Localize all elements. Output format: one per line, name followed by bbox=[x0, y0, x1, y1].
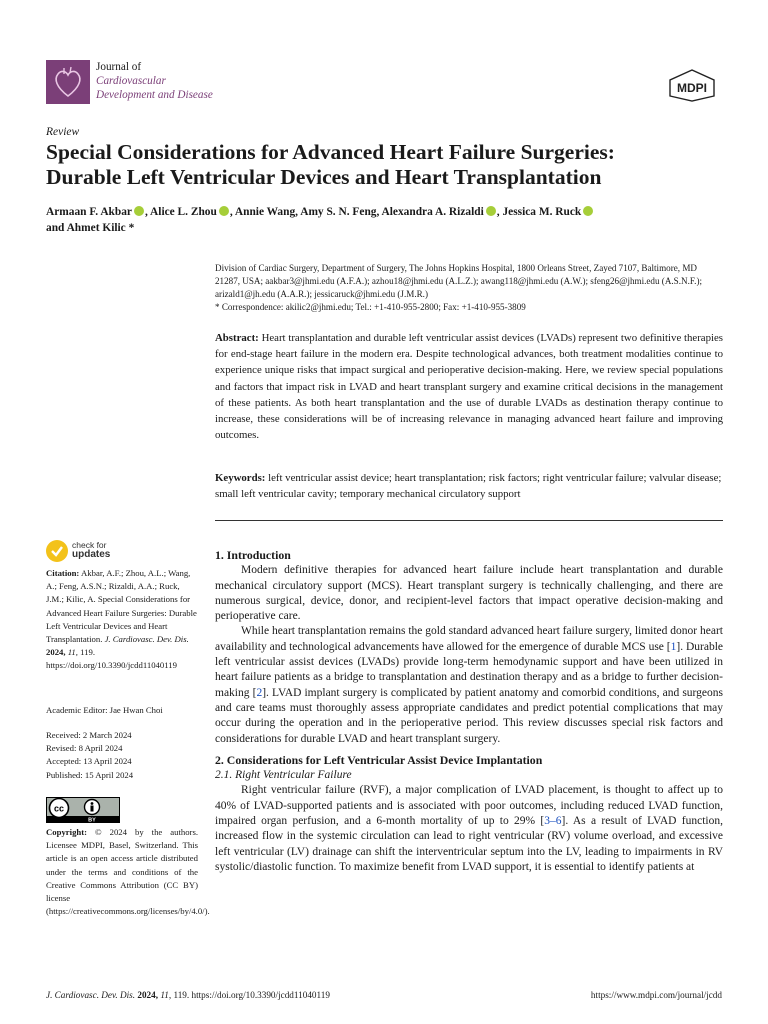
date-revised: Revised: 8 April 2024 bbox=[46, 743, 123, 754]
orcid-icon[interactable] bbox=[486, 206, 496, 216]
title-line2: Durable Left Ventricular Devices and Heart Transplantation bbox=[46, 165, 602, 189]
article-title bbox=[46, 140, 726, 190]
section-heading-lvad: 2. Considerations for Left Ventricular Assist Device Implantation bbox=[215, 752, 543, 767]
journal-name-line2: Development and Disease bbox=[96, 89, 213, 101]
check-updates-line2: updates bbox=[72, 549, 111, 560]
text-run: Right ventricular failure (RVF), a major complication of LVAD placement, is thought to affect up to 40% of LVAD-supported patients and is associated with poor outcomes, including reduced LVAD function, impaired organ perfusion, and a 6-month mortality of up to 29% [ bbox=[215, 784, 723, 828]
article-type: Review bbox=[46, 126, 80, 138]
check-updates-line1: check for bbox=[72, 540, 107, 550]
section-heading-introduction: 1. Introduction bbox=[215, 548, 291, 562]
date-received: Received: 2 March 2024 bbox=[46, 730, 132, 740]
affiliation: Division of Cardiac Surgery, Department of Surgery, The Johns Hopkins Hospital, 1800 Orleans Street, Zayed 7107, Baltimore, MD 21287, USA; aakbar3@jhmi.edu (A.F.A.); azhou18@jhmi.edu (A.L.Z.); awang118@jhmi.edu (A.W.); sfeng26@jhmi.edu (A.S.N.F.); arizald1@jh.edu (A.A.R.); jessicaruck@jhmi.edu (J.M.R.) bbox=[215, 263, 702, 299]
footer-year: 2024, bbox=[137, 990, 159, 1000]
affiliation-block bbox=[215, 262, 723, 314]
orcid-icon[interactable] bbox=[583, 206, 593, 216]
publisher-name: MDPI bbox=[677, 81, 707, 95]
text-run: ]. As a result of LVAD function, increased flow in the systemic circulation can lead to right ventricular (RV) volume overload, and excessive left ventricular (LV) drainage can shift the interventricular septum into the LV, leading to impairments in RV systolic/diastolic function. To maximize benefit from LVAD support, it is essential to identify patients at bbox=[215, 815, 723, 873]
date-accepted: Accepted: 13 April 2024 bbox=[46, 756, 132, 767]
publisher-logo bbox=[664, 68, 720, 102]
author-list: Armaan F. Akbar , Alice L. Zhou , Annie Wang, Amy S. N. Feng, Alexandra A. Rizaldi , Jessica M. Ruck and Ahmet Kilic * bbox=[46, 204, 726, 236]
author[interactable]: Jessica M. Ruck bbox=[502, 206, 582, 218]
author[interactable]: Alice L. Zhou bbox=[150, 206, 217, 218]
abstract bbox=[215, 330, 723, 443]
correspondence: * Correspondence: akilic2@jhmi.edu; Tel.: +1-410-955-2800; Fax: +1-410-955-3809 bbox=[215, 302, 526, 312]
paragraph bbox=[215, 624, 723, 746]
creative-commons-icon bbox=[46, 797, 120, 823]
journal-logo bbox=[46, 60, 90, 104]
citation-volume: 11, bbox=[67, 647, 78, 658]
text-run: While heart transplantation remains the gold standard advanced heart failure surgery, limited donor heart availability and technological advancements have allowed for the emergence of durable MCS use [ bbox=[215, 625, 723, 653]
paragraph: Modern definitive therapies for advanced heart failure include heart transplantation and durable mechanical circulatory support (MCS). Heart transplant surgery is technically challenging, and there are numerous surgical, device, donor, and recipient-level factors that impact operative decision-making and perioperative care. bbox=[215, 564, 723, 623]
journal-title bbox=[96, 60, 213, 102]
keywords bbox=[215, 470, 723, 502]
reference-link[interactable]: 3–6 bbox=[544, 815, 562, 828]
reference-link[interactable]: 2 bbox=[256, 686, 263, 699]
author[interactable]: and Ahmet Kilic * bbox=[46, 222, 135, 234]
text-run: ]. Durable left ventricular assist devices (LVADs) provide long-term hemodynamic support and have been utilized in heart failure patients as a bridge to transplantation and destination therapy and as a bridge to further decision-making [ bbox=[215, 640, 724, 699]
footer-citation bbox=[46, 990, 330, 1000]
orcid-icon[interactable] bbox=[219, 206, 229, 216]
copyright-notice bbox=[46, 826, 210, 918]
article-body bbox=[215, 548, 723, 875]
svg-text:cc: cc bbox=[53, 803, 65, 814]
author[interactable]: Annie Wang, Amy S. N. Feng, Alexandra A. Rizaldi bbox=[234, 206, 484, 218]
copyright-text: © 2024 by the authors. Licensee MDPI, Basel, Switzerland. This article is an open access article distributed under the terms and conditions of the Creative Commons Attribution (CC BY) license (https://creativecommons.org/licenses/by/4.0/). bbox=[46, 827, 210, 917]
footer-journal: J. Cardiovasc. Dev. Dis. bbox=[46, 990, 136, 1000]
citation bbox=[46, 567, 198, 673]
keywords-text: left ventricular assist device; heart transplantation; risk factors; right ventricular failure; valvular disease; small left ventricular cavity; temporary mechanical circulatory support bbox=[215, 472, 722, 501]
citation-label: Citation: bbox=[46, 568, 80, 578]
author[interactable]: Armaan F. Akbar bbox=[46, 206, 132, 218]
journal-name-line1: Cardiovascular bbox=[96, 75, 166, 87]
check-updates-icon bbox=[46, 540, 68, 562]
mdpi-hexagon-icon bbox=[664, 68, 720, 102]
footer-journal-url[interactable]: https://www.mdpi.com/journal/jcdd bbox=[590, 990, 722, 1000]
paragraph bbox=[215, 783, 723, 875]
citation-year: 2024, bbox=[46, 647, 66, 658]
cc-by-label: BY bbox=[88, 817, 96, 823]
citation-journal: J. Cardiovasc. Dev. Dis. bbox=[104, 634, 189, 645]
citation-text: Akbar, A.F.; Zhou, A.L.; Wang, A.; Feng, A.S.N.; Rizaldi, A.A.; Ruck, J.M.; Kilic, A. Special Considerations for Advanced Heart Failure Surgeries: Durable Left Ventricular Devices and Heart Transplantation. bbox=[46, 568, 197, 645]
check-for-updates-button[interactable] bbox=[46, 540, 166, 562]
abstract-text: Heart transplantation and durable left ventricular assist devices (LVADs) represent two definitive therapies for end-stage heart failure in the modern era. Despite technological advances, both treatment modalities continue to experience unique risks that impact surgical and perioperative decision-making. Here, we review special populations and factors that impact risk in LVAD and heart transplant surgery and examine critical decisions in the management of these patients. As both heart transplantation and the use of durable LVADs as destination therapy continue to increase, these considerations will be of increasing relevance in managing advanced heart failure and improving outcomes. bbox=[215, 332, 723, 442]
orcid-icon[interactable] bbox=[134, 206, 144, 216]
footer-doi[interactable]: 119. https://doi.org/10.3390/jcdd11040119 bbox=[173, 990, 330, 1000]
date-published: Published: 15 April 2024 bbox=[46, 769, 134, 780]
abstract-label: Abstract: bbox=[215, 332, 259, 344]
reference-link[interactable]: 1 bbox=[670, 640, 677, 653]
academic-editor: Academic Editor: Jae Hwan Choi bbox=[46, 705, 163, 715]
copyright-label: Copyright: bbox=[46, 827, 88, 837]
heart-logo-icon bbox=[46, 60, 90, 104]
journal-prefix: Journal of bbox=[96, 61, 142, 73]
footer-volume: 11, bbox=[160, 990, 172, 1000]
keywords-label: Keywords: bbox=[215, 472, 266, 484]
subsection-heading-rvf: 2.1. Right Ventricular Failure bbox=[215, 769, 352, 782]
cc-by-license-badge[interactable] bbox=[46, 797, 120, 823]
citation-doi[interactable]: 119. https://doi.org/10.3390/jcdd11040119 bbox=[46, 647, 177, 671]
title-line1: Special Considerations for Advanced Heart Failure Surgeries: bbox=[46, 140, 615, 164]
divider bbox=[215, 520, 723, 521]
publication-dates bbox=[46, 729, 198, 782]
text-run: ]. LVAD implant surgery is complicated by patient anatomy and comorbid conditions, and surgeons and care teams must thoroughly assess appropriate candidates and predict potential complications that may occur during the operation and in the perioperative period. This review discusses special risk factors and considerations for durable LVAD and heart transplant surgery. bbox=[215, 686, 724, 745]
